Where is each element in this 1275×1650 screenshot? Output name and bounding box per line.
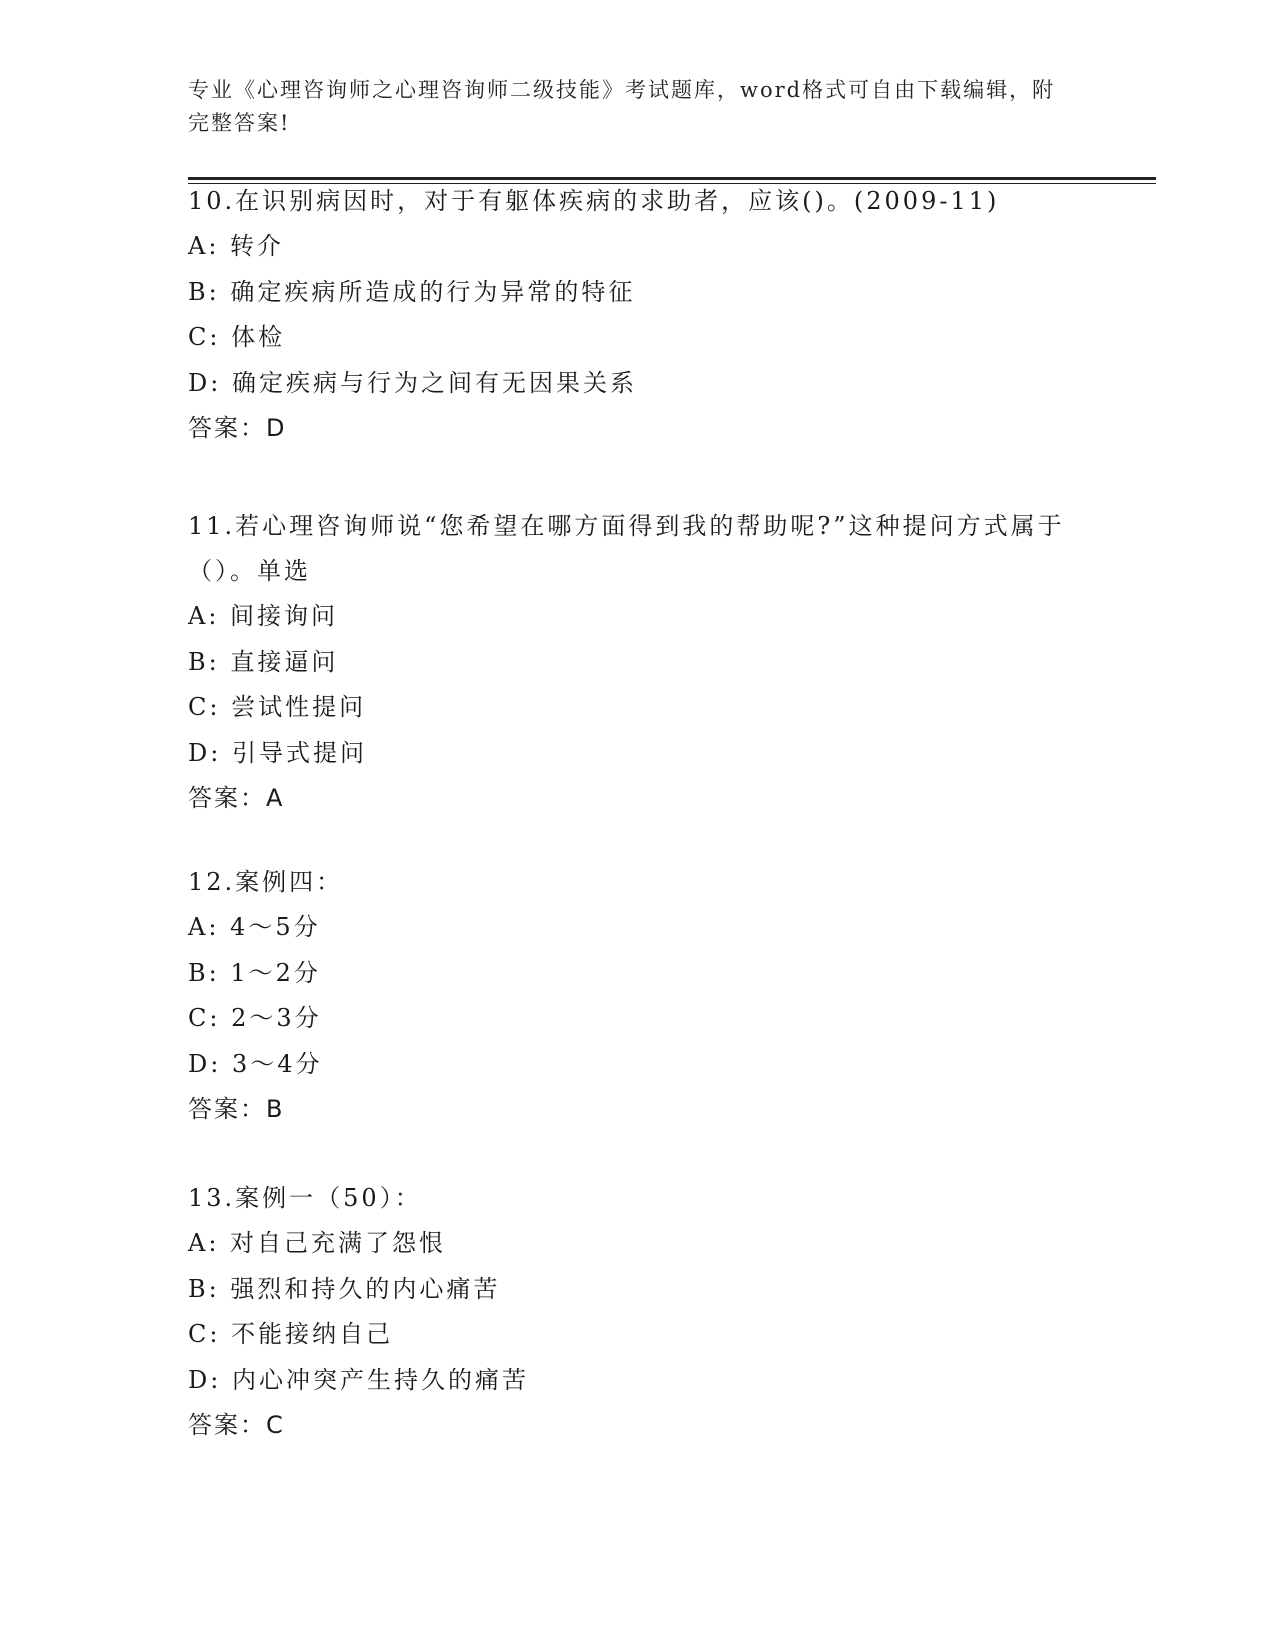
question-stem: 13.案例一（50）： — [188, 1184, 422, 1212]
question-10 — [188, 179, 1088, 451]
option-b: B: 1～2分 — [188, 958, 321, 987]
question-stem: 11.若心理咨询师说“您希望在哪方面得到我的帮助呢?”这种提问方式属于（）。单选 — [188, 512, 1065, 585]
question-12 — [188, 860, 1088, 1132]
option-d: D: 内心冲突产生持久的痛苦 — [188, 1365, 529, 1394]
option-a: A: 4～5分 — [188, 913, 321, 941]
question-stem: 10.在识别病因时，对于有躯体疾病的求助者，应该()。(2009-11) — [188, 187, 1000, 215]
option-d: D: 引导式提问 — [188, 738, 367, 767]
option-c: C: 体检 — [188, 323, 286, 351]
option-c: C: 2～3分 — [188, 1004, 322, 1032]
option-a: A: 转介 — [188, 232, 285, 260]
option-a: A: 对自己充满了怨恨 — [188, 1229, 447, 1257]
answer-label: 答案：D — [188, 414, 287, 442]
option-d: D: 3～4分 — [188, 1049, 323, 1078]
answer-label: 答案：C — [188, 1411, 285, 1439]
question-13 — [188, 1176, 1088, 1448]
question-stem: 12.案例四： — [188, 868, 344, 896]
document-intro: 专业《心理咨询师之心理咨询师二级技能》考试题库，word格式可自由下载编辑，附完整答案! — [188, 78, 1056, 135]
option-c: C: 尝试性提问 — [188, 693, 367, 721]
question-11 — [188, 504, 1088, 821]
option-b: B: 强烈和持久的内心痛苦 — [188, 1274, 501, 1303]
answer-label: 答案：B — [188, 1095, 285, 1123]
option-b: B: 确定疾病所造成的行为异常的特征 — [188, 277, 636, 306]
option-b: B: 直接逼问 — [188, 647, 339, 676]
answer-label: 答案：A — [188, 784, 285, 812]
option-d: D: 确定疾病与行为之间有无因果关系 — [188, 368, 637, 397]
option-c: C: 不能接纳自己 — [188, 1320, 394, 1348]
option-a: A: 间接询问 — [188, 602, 339, 630]
